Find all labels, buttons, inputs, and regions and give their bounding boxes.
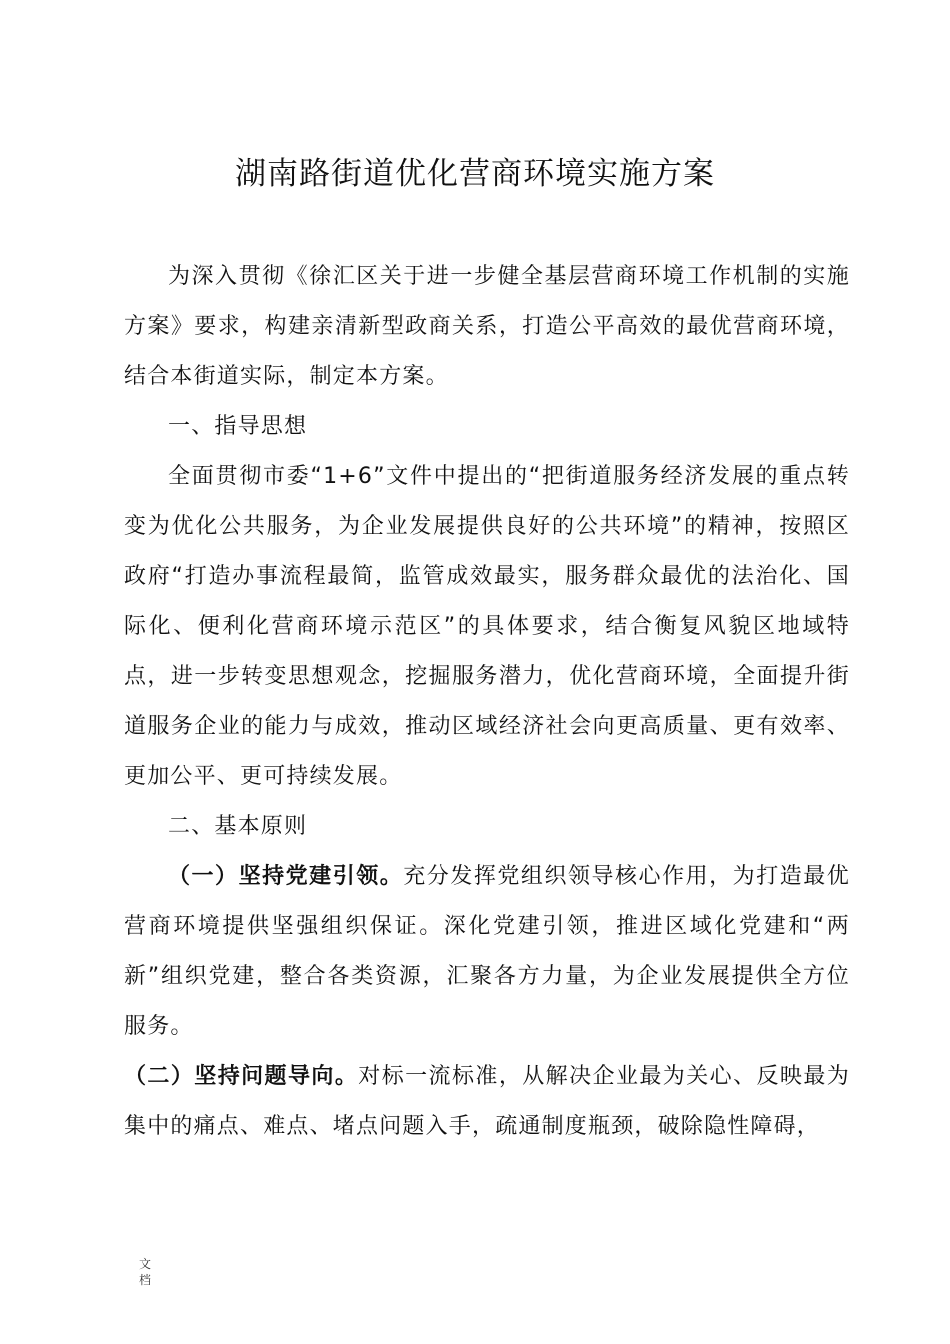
principle-text-1: 充分发挥党组织领导核心作用，为打造最优营商环境提供坚强组织保证。深化党建引领，推进区域化党建和“两新”组织党建，整合各类资源，汇聚各方力量，为企业发展提供全方位服务。	[124, 864, 850, 1039]
intro-paragraph: 为深入贯彻《徐汇区关于进一步健全基层营商环境工作机制的实施方案》要求，构建亲清新型政商关系，打造公平高效的最优营商环境，结合本街道实际，制定本方案。	[124, 264, 850, 389]
principle-lead-2: （二）坚持问题导向。	[124, 1064, 359, 1089]
principle-lead-1: （一）坚持党建引领。	[168, 864, 404, 889]
principle-paragraph-1	[124, 852, 850, 1052]
principle-text-2: 对标一流标准，从解决企业最为关心、反映最为集中的痛点、难点、堵点问题入手，疏通制度瓶颈，破除隐性障碍，	[124, 1064, 850, 1139]
principle-paragraph-2	[124, 1052, 850, 1152]
document-body	[124, 252, 850, 1152]
page-title: 湖南路街道优化营商环境实施方案	[235, 156, 715, 192]
section-heading-guiding-ideology: 一、指导思想	[168, 414, 308, 439]
guiding-ideology-paragraph: 全面贯彻市委“1+6”文件中提出的“把街道服务经济发展的重点转变为优化公共服务，为企业发展提供良好的公共环境”的精神，按照区政府“打造办事流程最简，监管成效最实，服务群众最优的法治化、国际化、便利化营商环境示范区”的具体要求，结合衡复风貌区地域特点，进一步转变思想观念，挖掘服务潜力，优化营商环境，全面提升街道服务企业的能力与成效，推动区域经济社会向更高质量、更有效率、更加公平、更可持续发展。	[124, 464, 850, 789]
section-heading-basic-principles: 二、基本原则	[168, 814, 308, 839]
footer-mark: 文档	[138, 1257, 151, 1287]
